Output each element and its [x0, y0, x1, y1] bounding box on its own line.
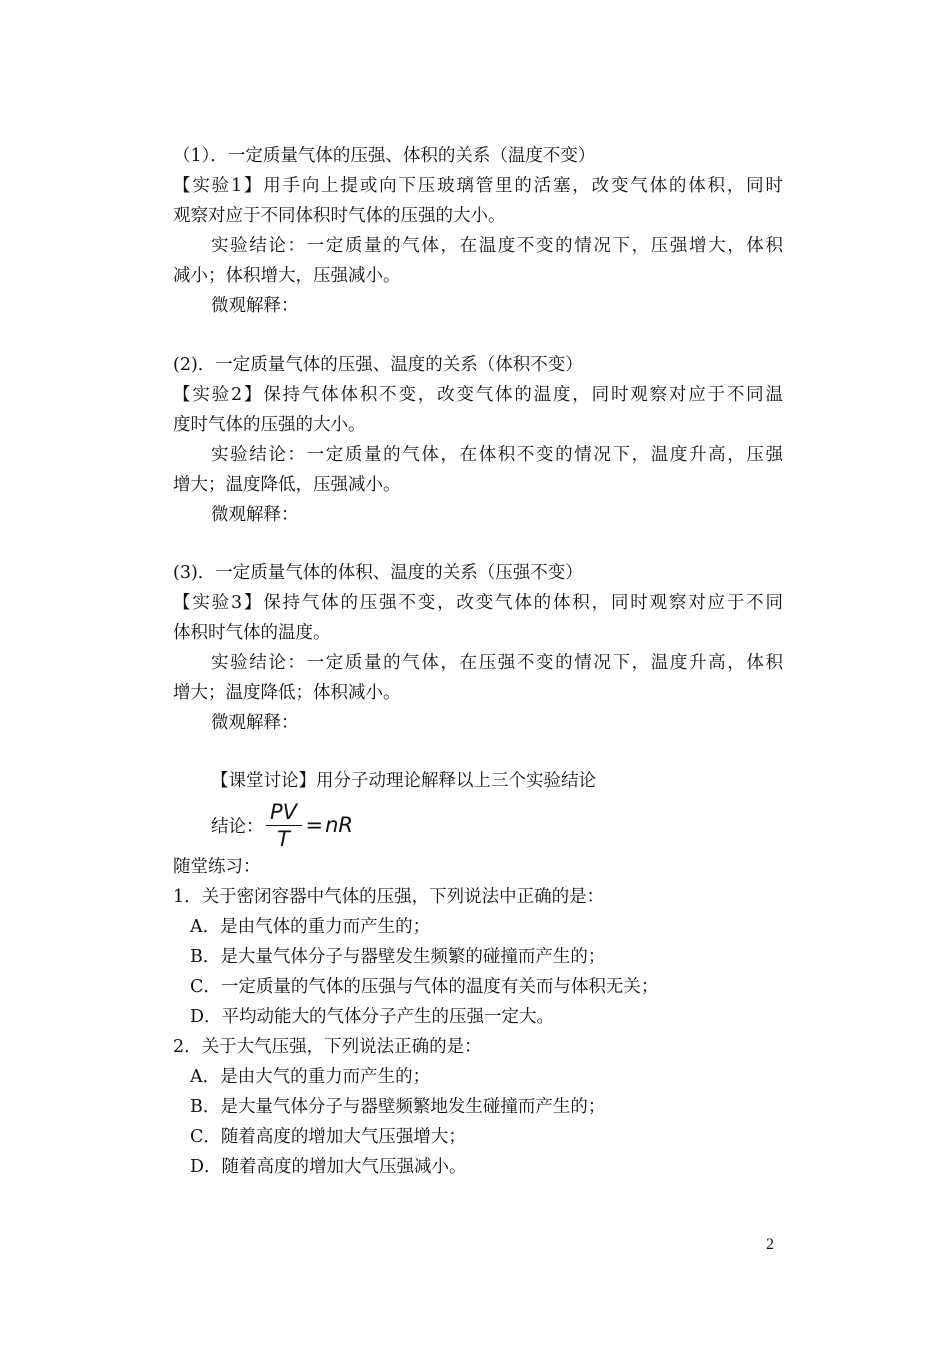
experiment-2-line-1: 【实验2】保持气体体积不变，改变气体的温度，同时观察对应于不同温 — [173, 385, 783, 405]
micro-explanation-1: 微观解释： — [211, 296, 299, 316]
experiment-3-line-1: 【实验3】保持气体的压强不变，改变气体的体积，同时观察对应于不同 — [173, 593, 783, 613]
conclusion-3-line-1: 实验结论：一定质量的气体，在压强不变的情况下，温度升高，体积 — [211, 653, 783, 673]
question-2-option-c: C．随着高度的增加大气压强增大； — [190, 1127, 466, 1147]
formula-label: 结论： — [211, 816, 264, 837]
micro-explanation-2: 微观解释： — [211, 505, 299, 525]
conclusion-1-line-2: 减小；体积增大，压强减小。 — [173, 266, 401, 286]
formula-rhs-value: nR — [325, 813, 354, 837]
section-1-heading: （1）．一定质量气体的压强、体积的关系（温度不变） — [173, 146, 596, 166]
conclusion-2-line-2: 增大；温度降低，压强减小。 — [173, 475, 401, 495]
conclusion-formula — [211, 795, 353, 855]
question-1-option-c: C．一定质量的气体的压强与气体的温度有关而与体积无关； — [190, 977, 659, 997]
experiment-1-line-2: 观察对应于不同体积时气体的压强的大小。 — [173, 206, 506, 226]
conclusion-2-line-1: 实验结论：一定质量的气体，在体积不变的情况下，温度升高，压强 — [211, 445, 783, 465]
formula-numerator: PV — [269, 799, 298, 824]
micro-explanation-3: 微观解释： — [211, 713, 299, 733]
page-number: 2 — [766, 1236, 774, 1253]
conclusion-1-line-1: 实验结论：一定质量的气体，在温度不变的情况下，压强增大，体积 — [211, 236, 783, 256]
question-1-option-b: B．是大量气体分子与器壁发生频繁的碰撞而产生的； — [190, 947, 606, 967]
question-1-option-d: D．平均动能大的气体分子产生的压强一定大。 — [190, 1007, 555, 1027]
question-2-stem: 2．关于大气压强，下列说法正确的是： — [173, 1037, 482, 1057]
formula-rhs — [306, 813, 354, 837]
question-2-option-b: B．是大量气体分子与器壁频繁地发生碰撞而产生的； — [190, 1097, 606, 1117]
class-discussion: 【课堂讨论】用分子动理论解释以上三个实验结论 — [211, 771, 596, 791]
practice-title: 随堂练习： — [173, 857, 261, 877]
question-2-option-d: D．随着高度的增加大气压强减小。 — [190, 1157, 467, 1177]
experiment-1-line-1: 【实验1】用手向上提或向下压玻璃管里的活塞，改变气体的体积，同时 — [173, 176, 783, 196]
formula-equals: = — [305, 813, 324, 837]
question-1-stem: 1．关于密闭容器中气体的压强，下列说法中正确的是： — [173, 887, 605, 907]
section-2-heading: (2)．一定质量气体的压强、温度的关系（体积不变） — [173, 355, 583, 375]
experiment-2-line-2: 度时气体的压强的大小。 — [173, 415, 366, 435]
formula-fraction — [266, 799, 302, 852]
conclusion-3-line-2: 增大；温度降低；体积减小。 — [173, 683, 401, 703]
experiment-3-line-2: 体积时气体的温度。 — [173, 623, 331, 643]
formula-denominator: T — [277, 826, 290, 851]
section-3-heading: (3)．一定质量气体的体积、温度的关系（压强不变） — [173, 563, 583, 583]
question-2-option-a: A．是由大气的重力而产生的； — [190, 1067, 431, 1087]
question-1-option-a: A．是由气体的重力而产生的； — [190, 917, 431, 937]
